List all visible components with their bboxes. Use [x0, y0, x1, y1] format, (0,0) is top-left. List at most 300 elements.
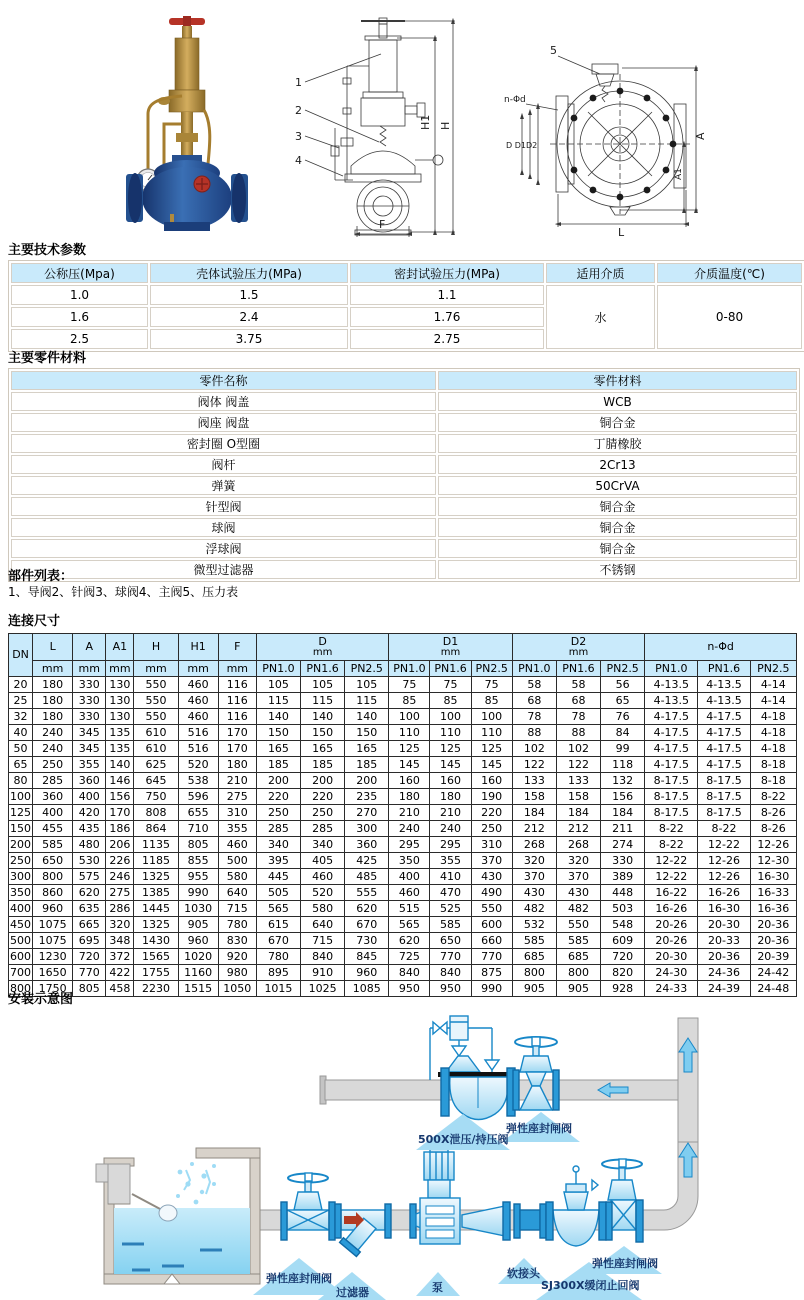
dimension-cell: 960	[178, 933, 218, 949]
group-unit: mm	[568, 647, 589, 659]
col-group-nphid	[645, 634, 797, 661]
dimension-cell: 212	[556, 821, 600, 837]
dimension-cell: 640	[301, 917, 345, 933]
table-row	[9, 949, 797, 965]
dimension-cell: 310	[218, 805, 256, 821]
table-row	[11, 285, 802, 305]
dimension-cell: 150	[256, 725, 300, 741]
parts-list-title: 部件列表：	[8, 569, 74, 584]
col-header: H	[134, 634, 178, 661]
dimension-cell: 8-26	[750, 821, 796, 837]
dimension-cell: 460	[178, 677, 218, 693]
parts-list-text: 1、导阀2、针阀3、球阀4、主阀5、压力表	[8, 585, 239, 599]
dimension-cell: 355	[430, 853, 471, 869]
dimension-cell: 75	[430, 677, 471, 693]
dimension-cell: 990	[471, 981, 512, 997]
group-unit: mm	[440, 647, 461, 659]
label-pump: 泵	[432, 1281, 443, 1294]
dimension-cell: 460	[389, 885, 430, 901]
dimension-cell: 990	[178, 885, 218, 901]
dn-cell: 200	[10, 837, 32, 851]
dimension-cell: 105	[301, 677, 345, 693]
table-row	[11, 392, 797, 411]
dimension-cell: 158	[556, 789, 600, 805]
dimension-cell: 8-18	[750, 757, 796, 773]
dimension-cell: 516	[178, 741, 218, 757]
dimension-cell: 145	[471, 757, 512, 773]
dimension-cell: 1075	[33, 917, 73, 933]
dimension-cell: 655	[178, 805, 218, 821]
dimension-cell: 635	[73, 901, 106, 917]
dim-nphid-label: n-Φd	[504, 95, 526, 105]
dimension-cell: 345	[73, 741, 106, 757]
dimension-cell: 660	[471, 933, 512, 949]
dimension-cell: 8-17.5	[645, 805, 698, 821]
callout-5: 5	[550, 44, 557, 57]
dim-f-label: F	[379, 218, 386, 231]
dimension-cell: 482	[556, 901, 600, 917]
dimension-cell: 200	[256, 773, 300, 789]
dimension-cell: 68	[556, 693, 600, 709]
dimension-cell: 4-13.5	[698, 693, 750, 709]
dimension-cell: 118	[601, 757, 645, 773]
tech-param-cell: 3.75	[150, 329, 348, 349]
col-header: 密封试验压力(MPa)	[350, 263, 544, 283]
dn-cell: 80	[9, 773, 33, 789]
dimension-cell: 770	[73, 965, 106, 981]
dimension-cell: 1385	[134, 885, 178, 901]
material-cell: 丁腈橡胶	[438, 434, 797, 453]
dimension-cell: 75	[389, 677, 430, 693]
dimension-cell: 110	[471, 725, 512, 741]
dimension-cell: 485	[345, 869, 389, 885]
dimension-cell: 620	[389, 933, 430, 949]
dimension-cell: 210	[430, 805, 471, 821]
dimension-cell: 275	[218, 789, 256, 805]
dimension-cell: 360	[33, 789, 73, 805]
table-row	[11, 476, 797, 495]
label-gate-valve-right: 弹性座封闸阀	[592, 1257, 658, 1270]
dimension-cell: 1325	[134, 917, 178, 933]
dimension-cell: 156	[601, 789, 645, 805]
dimension-cell: 268	[512, 837, 556, 853]
dimension-cell: 400	[33, 805, 73, 821]
dimension-cell: 4-17.5	[698, 709, 750, 725]
dimension-cell: 4-17.5	[698, 725, 750, 741]
dn-cell: 25	[9, 693, 33, 709]
dimension-cell: 670	[345, 917, 389, 933]
dimension-cell: 85	[430, 693, 471, 709]
dimension-cell: 565	[256, 901, 300, 917]
table-row	[9, 853, 797, 869]
tech-param-cell: 1.76	[350, 307, 544, 327]
dimension-cell: 1515	[178, 981, 218, 997]
table-header-row	[11, 263, 802, 283]
material-cell: 铜合金	[438, 539, 797, 558]
table-row	[9, 901, 797, 917]
callout-4: 4	[295, 154, 302, 167]
dimension-cell: 130	[106, 693, 134, 709]
dimension-cell: 226	[106, 853, 134, 869]
dn-cell: 700	[10, 965, 32, 979]
unit-header: mm	[73, 661, 106, 677]
dimension-cell: 250	[301, 805, 345, 821]
dimension-cell: 4-14	[750, 677, 796, 693]
dimension-cell: 125	[471, 741, 512, 757]
dimension-cell: 268	[556, 837, 600, 853]
table-row	[9, 693, 797, 709]
filter-strainer	[335, 1204, 391, 1257]
dimension-cell: 165	[345, 741, 389, 757]
dimension-cell: 240	[33, 725, 73, 741]
dimension-cell: 1325	[134, 869, 178, 885]
dimension-cell: 1015	[256, 981, 300, 997]
dimension-cell: 110	[389, 725, 430, 741]
dimension-cell: 330	[73, 677, 106, 693]
table-row	[9, 933, 797, 949]
dimension-cell: 640	[218, 885, 256, 901]
tech-param-cell: 1.1	[350, 285, 544, 305]
material-cell: 阀座 阀盘	[11, 413, 436, 432]
dimension-cell: 422	[106, 965, 134, 981]
material-cell: 针型阀	[11, 497, 436, 516]
table-row	[11, 455, 797, 474]
dimension-cell: 16-22	[645, 885, 698, 901]
dimension-cell: 116	[218, 677, 256, 693]
col-header: 适用介质	[546, 263, 655, 283]
table-row	[9, 821, 797, 837]
dimension-cell: 150	[301, 725, 345, 741]
material-cell: 铜合金	[438, 518, 797, 537]
dimension-cell: 12-22	[698, 837, 750, 853]
pn-header: PN1.0	[645, 661, 698, 677]
dimension-cell: 645	[134, 773, 178, 789]
side-view-drawing	[492, 12, 710, 238]
dimension-cell: 116	[218, 693, 256, 709]
gate-valve-right	[602, 1159, 643, 1242]
dimension-cell: 448	[601, 885, 645, 901]
table-row	[9, 709, 797, 725]
tech-param-cell: 2.5	[11, 329, 148, 349]
dimension-cell: 1185	[134, 853, 178, 869]
dimension-cell: 715	[301, 933, 345, 949]
dimension-cell: 84	[601, 725, 645, 741]
dimension-cell: 8-26	[750, 805, 796, 821]
col-header: 零件材料	[438, 371, 797, 390]
temperature-cell: 0-80	[657, 285, 802, 349]
dimension-cell: 650	[430, 933, 471, 949]
pn-header: PN1.6	[556, 661, 600, 677]
label-filter: 过滤器	[336, 1286, 369, 1299]
pn-header: PN1.0	[389, 661, 430, 677]
pn-header: PN1.0	[512, 661, 556, 677]
dimension-cell: 530	[73, 853, 106, 869]
table-row	[9, 965, 797, 981]
col-header: 壳体试验压力(MPa)	[150, 263, 348, 283]
pn-header: PN2.5	[601, 661, 645, 677]
dimension-cell: 425	[345, 853, 389, 869]
dimension-cell: 78	[512, 709, 556, 725]
dimension-cell: 156	[106, 789, 134, 805]
dimension-cell: 600	[471, 917, 512, 933]
dim-a1-label: A1	[674, 168, 684, 180]
dimension-cell: 580	[218, 869, 256, 885]
dimension-cell: 58	[556, 677, 600, 693]
dimension-cell: 840	[389, 965, 430, 981]
table-row	[9, 805, 797, 821]
dimension-cell: 274	[601, 837, 645, 853]
dimension-cell: 445	[256, 869, 300, 885]
dimension-cell: 160	[430, 773, 471, 789]
pn-header: PN2.5	[345, 661, 389, 677]
dimension-cell: 585	[512, 933, 556, 949]
dimension-cell: 4-17.5	[645, 741, 698, 757]
table-row	[9, 981, 797, 997]
dimension-cell: 770	[430, 949, 471, 965]
group-label: n-Φd	[707, 640, 734, 654]
dimension-cell: 206	[106, 837, 134, 853]
dimension-cell: 1565	[134, 949, 178, 965]
dimension-cell: 1075	[33, 933, 73, 949]
dimension-cell: 1020	[178, 949, 218, 965]
label-soft-joint: 软接头	[507, 1267, 540, 1280]
tech-param-cell: 1.5	[150, 285, 348, 305]
dimension-cell: 4-18	[750, 709, 796, 725]
product-photo	[112, 12, 262, 236]
dimension-cell: 20-30	[645, 949, 698, 965]
dimension-cell: 520	[301, 885, 345, 901]
unit-header: mm	[106, 661, 134, 677]
material-cell: 密封圈 O型圈	[11, 434, 436, 453]
dimension-cell: 1750	[33, 981, 73, 997]
dimension-cell: 275	[106, 885, 134, 901]
col-group-d2	[512, 634, 644, 661]
dimension-cell: 355	[73, 757, 106, 773]
dimension-cell: 184	[556, 805, 600, 821]
dimension-cell: 820	[601, 965, 645, 981]
dimension-cell: 180	[33, 709, 73, 725]
dimension-cell: 1650	[33, 965, 73, 981]
dimension-cell: 12-22	[645, 869, 698, 885]
dimension-cell: 405	[301, 853, 345, 869]
dimension-cell: 220	[471, 805, 512, 821]
dimension-cell: 4-14	[750, 693, 796, 709]
callout-leaders	[305, 54, 381, 176]
dimension-cell: 340	[301, 837, 345, 853]
dimension-cell: 370	[556, 869, 600, 885]
dimension-cell: 596	[178, 789, 218, 805]
dimension-cell: 105	[256, 677, 300, 693]
dimension-cell: 24-42	[750, 965, 796, 981]
front-view-drawing	[283, 8, 483, 238]
dimension-cell: 250	[471, 821, 512, 837]
dimension-cell: 186	[106, 821, 134, 837]
label-gate-valve-top: 弹性座封闸阀	[506, 1122, 572, 1135]
dimension-cell: 133	[556, 773, 600, 789]
dimension-cell: 180	[218, 757, 256, 773]
dimension-cell: 270	[345, 805, 389, 821]
dimension-cell: 285	[33, 773, 73, 789]
tank-inlet-pipe	[96, 1164, 130, 1204]
dimension-cell: 610	[134, 725, 178, 741]
dimension-cell: 400	[73, 789, 106, 805]
dimension-cell: 460	[301, 869, 345, 885]
callout-3: 3	[295, 130, 302, 143]
dimension-cell: 455	[33, 821, 73, 837]
group-label: D2	[570, 634, 587, 648]
dimension-cell: 76	[601, 709, 645, 725]
dimension-cell: 85	[389, 693, 430, 709]
dimension-cell: 185	[301, 757, 345, 773]
installation-diagram	[0, 1012, 804, 1300]
dimension-cell: 58	[512, 677, 556, 693]
dimension-cell: 625	[134, 757, 178, 773]
dimension-cell: 8-17.5	[698, 773, 750, 789]
dn-cell: 40	[9, 725, 33, 741]
materials-table	[8, 368, 800, 582]
table-row	[9, 677, 797, 693]
dimension-cell: 122	[512, 757, 556, 773]
group-unit: mm	[312, 647, 333, 659]
dimension-cell: 330	[601, 853, 645, 869]
dimension-cell: 370	[471, 853, 512, 869]
dimension-cell: 68	[512, 693, 556, 709]
dimension-cell: 805	[73, 981, 106, 997]
dimension-cell: 720	[601, 949, 645, 965]
unit-header: mm	[134, 661, 178, 677]
dimension-cell: 146	[106, 773, 134, 789]
dimension-cell: 800	[512, 965, 556, 981]
dimension-cell: 160	[389, 773, 430, 789]
dimension-cell: 840	[301, 949, 345, 965]
tech-param-cell: 1.6	[11, 307, 148, 327]
materials-title: 主要零件材料	[8, 351, 87, 366]
dimension-cell: 320	[106, 917, 134, 933]
unit-header: mm	[33, 661, 73, 677]
dimension-cell: 250	[256, 805, 300, 821]
dimension-cell: 133	[512, 773, 556, 789]
dimension-cell: 8-17.5	[645, 773, 698, 789]
dimension-cell: 420	[73, 805, 106, 821]
dimension-cell: 555	[345, 885, 389, 901]
dimension-cell: 4-17.5	[645, 725, 698, 741]
table-row	[11, 539, 797, 558]
table-row	[9, 869, 797, 885]
callout-1: 1	[295, 76, 302, 89]
dn-cell: 150	[10, 821, 32, 835]
material-cell: 不锈钢	[438, 560, 797, 579]
dimension-cell: 620	[73, 885, 106, 901]
dimension-cell: 130	[106, 709, 134, 725]
col-header: 零件名称	[11, 371, 436, 390]
dimension-cell: 115	[345, 693, 389, 709]
table-row	[9, 757, 797, 773]
dimension-cell: 8-17.5	[645, 789, 698, 805]
col-header: F	[218, 634, 256, 661]
col-header: A1	[106, 634, 134, 661]
dimension-cell: 212	[512, 821, 556, 837]
table-row	[9, 837, 797, 853]
dimension-cell: 170	[106, 805, 134, 821]
dimension-cell: 170	[218, 725, 256, 741]
dimension-cell: 122	[556, 757, 600, 773]
dimension-cell: 8-22	[750, 789, 796, 805]
material-cell: 球阀	[11, 518, 436, 537]
dimension-cell: 170	[218, 741, 256, 757]
pn-header: PN1.6	[698, 661, 750, 677]
dimension-cell: 20-39	[750, 949, 796, 965]
dimension-cell: 615	[256, 917, 300, 933]
dimension-cell: 400	[389, 869, 430, 885]
material-cell: 阀杆	[11, 455, 436, 474]
dimension-cell: 550	[556, 917, 600, 933]
dimension-cell: 20-36	[750, 917, 796, 933]
col-header: A	[73, 634, 106, 661]
dimension-cell: 8-17.5	[698, 789, 750, 805]
dn-cell: 500	[10, 933, 32, 947]
dimension-cell: 503	[601, 901, 645, 917]
dimension-cell: 16-30	[698, 901, 750, 917]
dimension-cell: 135	[106, 741, 134, 757]
dimension-cell: 345	[73, 725, 106, 741]
dimension-cell: 770	[471, 949, 512, 965]
dimension-cell: 620	[345, 901, 389, 917]
material-cell: 铜合金	[438, 413, 797, 432]
dimension-cell: 180	[389, 789, 430, 805]
dimension-cell: 550	[134, 677, 178, 693]
dimension-cell: 20-36	[698, 949, 750, 965]
dimension-cell: 285	[301, 821, 345, 837]
dimension-cell: 185	[256, 757, 300, 773]
label-check-valve: SJ300X缓闭止回阀	[541, 1279, 640, 1292]
dn-cell: 100	[10, 789, 32, 803]
dimension-cell: 180	[430, 789, 471, 805]
dimension-cell: 180	[33, 677, 73, 693]
dimension-cell: 145	[389, 757, 430, 773]
dn-cell: 32	[9, 709, 33, 725]
dimension-cell: 780	[218, 917, 256, 933]
dimension-cell: 585	[430, 917, 471, 933]
dimension-cell: 235	[345, 789, 389, 805]
pn-header: PN1.6	[430, 661, 471, 677]
dimensions-title: 连接尺寸	[8, 614, 61, 629]
col-header: 介质温度(℃)	[657, 263, 802, 283]
dimension-cell: 410	[430, 869, 471, 885]
dimension-cell: 130	[106, 677, 134, 693]
water-tank	[96, 1148, 260, 1284]
dimension-cell: 240	[33, 741, 73, 757]
dimension-cell: 685	[512, 949, 556, 965]
dimension-cell: 20-36	[750, 933, 796, 949]
dimension-cell: 550	[134, 709, 178, 725]
dimension-cell: 585	[556, 933, 600, 949]
dimension-cell: 185	[345, 757, 389, 773]
pn-header: PN1.6	[301, 661, 345, 677]
dimension-cell: 460	[178, 709, 218, 725]
dimension-cell: 115	[301, 693, 345, 709]
dimension-cell: 470	[430, 885, 471, 901]
dimension-cell: 56	[601, 677, 645, 693]
dimension-cell: 695	[73, 933, 106, 949]
dimension-cell: 12-26	[698, 869, 750, 885]
dim-l-label: L	[618, 226, 625, 238]
dimension-cell: 516	[178, 725, 218, 741]
dimension-cell: 372	[106, 949, 134, 965]
col-group-d	[256, 634, 388, 661]
group-label: D	[318, 634, 327, 648]
dimension-cell: 480	[73, 837, 106, 853]
dimension-cell: 665	[73, 917, 106, 933]
